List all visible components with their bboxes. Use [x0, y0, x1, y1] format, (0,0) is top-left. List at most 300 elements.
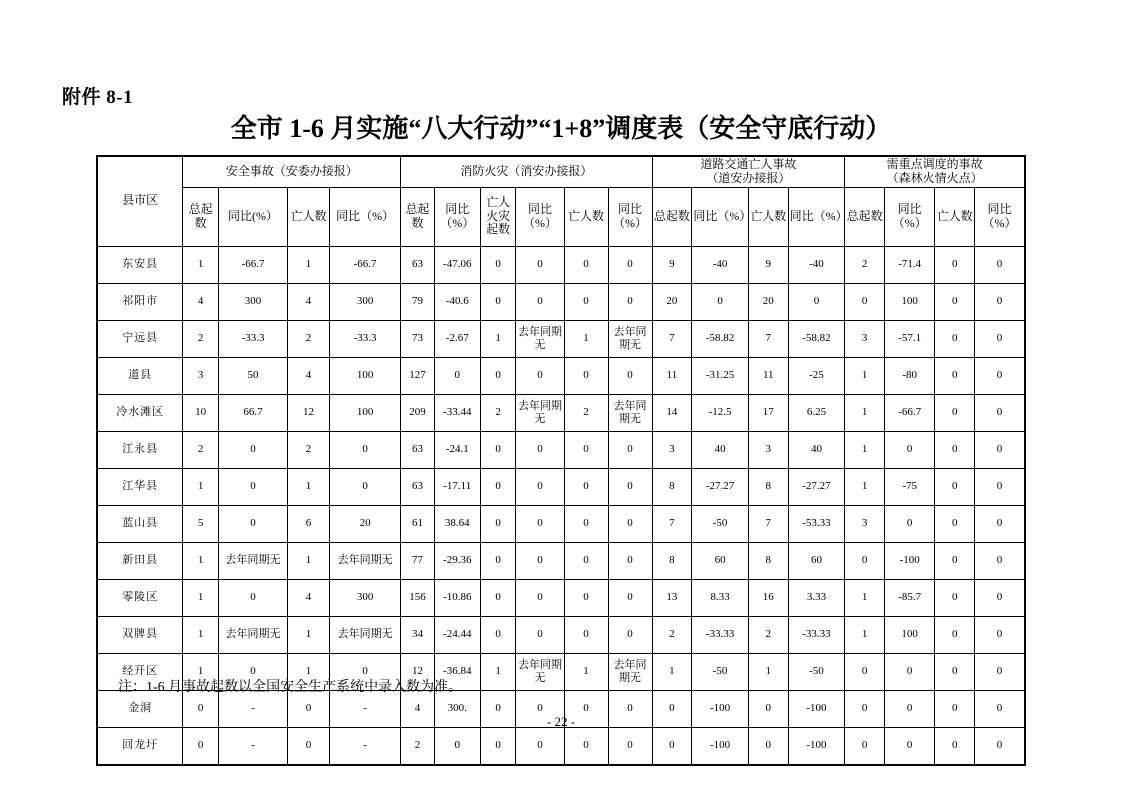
table-cell: 0: [608, 468, 652, 505]
table-cell: 11: [748, 357, 788, 394]
table-cell: -40.6: [434, 283, 480, 320]
page-number: - 22 -: [546, 714, 576, 729]
table-cell: -66.7: [885, 394, 935, 431]
table-cell: 0: [608, 690, 652, 727]
table-cell: 0: [608, 246, 652, 283]
table-row: [97, 468, 1025, 505]
table-cell: 50: [218, 357, 287, 394]
table-cell: 40: [692, 431, 749, 468]
table-cell: 0: [748, 690, 788, 727]
table-cell: 0: [608, 431, 652, 468]
table-cell: 0: [885, 431, 935, 468]
table-cell: 1: [564, 320, 608, 357]
table-cell: 0: [748, 727, 788, 765]
table-cell: 127: [401, 357, 435, 394]
table-cell: 38.64: [434, 505, 480, 542]
table-cell: 去年同期无: [329, 542, 400, 579]
row-county-name: 经开区: [97, 653, 183, 690]
row-county-name: 江华县: [97, 468, 183, 505]
sub-header-14: 总起数: [845, 187, 885, 246]
table-cell: 1: [845, 616, 885, 653]
table-cell: 0: [608, 542, 652, 579]
table-cell: 100: [329, 357, 400, 394]
table-cell: 0: [845, 690, 885, 727]
table-cell: 去年同期无: [329, 616, 400, 653]
table-cell: 0: [935, 579, 975, 616]
table-cell: 0: [480, 727, 516, 765]
table-cell: 100: [329, 394, 400, 431]
row-county-name: 冷水滩区: [97, 394, 183, 431]
table-cell: 去年同期无: [608, 653, 652, 690]
table-cell: 0: [885, 505, 935, 542]
table-cell: 0: [183, 690, 219, 727]
table-cell: 300: [329, 579, 400, 616]
table-cell: 16: [748, 579, 788, 616]
table-cell: 0: [935, 246, 975, 283]
table-cell: 去年同期无: [516, 653, 564, 690]
table-cell: 156: [401, 579, 435, 616]
table-cell: 1: [748, 653, 788, 690]
table-cell: -100: [788, 727, 845, 765]
table-cell: 1: [564, 653, 608, 690]
table-cell: 60: [692, 542, 749, 579]
table-cell: 3: [183, 357, 219, 394]
table-cell: 0: [329, 653, 400, 690]
table-cell: -12.5: [692, 394, 749, 431]
table-cell: 0: [516, 579, 564, 616]
table-cell: 2: [652, 616, 692, 653]
table-cell: 0: [480, 579, 516, 616]
sub-header-5: 同比（%）: [434, 187, 480, 246]
table-cell: -27.27: [692, 468, 749, 505]
table-cell: 10: [183, 394, 219, 431]
table-cell: 1: [845, 431, 885, 468]
table-cell: 0: [516, 616, 564, 653]
sub-header-4: 总起数: [401, 187, 435, 246]
table-cell: 0: [845, 727, 885, 765]
table-cell: 40: [788, 431, 845, 468]
table-cell: 12: [401, 653, 435, 690]
table-cell: -100: [692, 690, 749, 727]
table-cell: 0: [935, 394, 975, 431]
table-cell: 1: [183, 542, 219, 579]
table-cell: 2: [401, 727, 435, 765]
table-cell: 1: [288, 542, 330, 579]
table-cell: 2: [748, 616, 788, 653]
table-cell: -10.86: [434, 579, 480, 616]
table-cell: 0: [434, 727, 480, 765]
group-header-safety: 安全事故（安委办接报）: [183, 156, 401, 187]
sub-header-9: 同比（%）: [608, 187, 652, 246]
table-cell: -: [329, 690, 400, 727]
sub-header-15: 同比（%）: [885, 187, 935, 246]
table-cell: 0: [564, 542, 608, 579]
table-cell: -24.1: [434, 431, 480, 468]
table-cell: 0: [564, 690, 608, 727]
table-cell: 0: [480, 505, 516, 542]
table-cell: 0: [218, 505, 287, 542]
table-cell: 0: [516, 505, 564, 542]
table-row: [97, 505, 1025, 542]
table-cell: 0: [885, 653, 935, 690]
table-cell: 0: [935, 616, 975, 653]
table-cell: -66.7: [218, 246, 287, 283]
table-cell: -71.4: [885, 246, 935, 283]
sub-header-12: 亡人数: [748, 187, 788, 246]
table-cell: 0: [329, 468, 400, 505]
table-cell: -53.33: [788, 505, 845, 542]
table-cell: 0: [975, 246, 1025, 283]
table-cell: -27.27: [788, 468, 845, 505]
table-cell: 0: [288, 690, 330, 727]
table-cell: 13: [652, 579, 692, 616]
table-cell: -47.06: [434, 246, 480, 283]
table-cell: 9: [748, 246, 788, 283]
table-cell: -2.67: [434, 320, 480, 357]
table-cell: 2: [288, 431, 330, 468]
table-cell: 0: [975, 542, 1025, 579]
table-cell: 0: [480, 468, 516, 505]
table-cell: 20: [329, 505, 400, 542]
table-cell: 0: [935, 690, 975, 727]
table-cell: -29.36: [434, 542, 480, 579]
table-cell: -: [218, 690, 287, 727]
table-cell: 0: [608, 283, 652, 320]
table-cell: 0: [975, 283, 1025, 320]
sub-header-3: 同比（%）: [329, 187, 400, 246]
table-cell: 0: [975, 357, 1025, 394]
table-cell: -33.3: [329, 320, 400, 357]
table-cell: 11: [652, 357, 692, 394]
table-cell: 1: [183, 246, 219, 283]
table-cell: 0: [935, 283, 975, 320]
table-cell: 0: [564, 468, 608, 505]
table-cell: 0: [329, 431, 400, 468]
table-cell: 0: [935, 653, 975, 690]
table-cell: -: [329, 727, 400, 765]
column-header-county: 县市区: [97, 156, 183, 246]
table-cell: 0: [975, 468, 1025, 505]
table-cell: 1: [845, 394, 885, 431]
table-cell: 0: [288, 727, 330, 765]
row-county-name: 宁远县: [97, 320, 183, 357]
sub-header-row: [97, 187, 1025, 246]
table-cell: -33.33: [788, 616, 845, 653]
table-cell: -36.84: [434, 653, 480, 690]
table-cell: 0: [516, 542, 564, 579]
table-cell: 0: [975, 616, 1025, 653]
table-cell: 0: [480, 357, 516, 394]
table-cell: 0: [218, 579, 287, 616]
table-cell: 0: [608, 727, 652, 765]
table-cell: 0: [218, 468, 287, 505]
table-row: [97, 616, 1025, 653]
table-cell: 去年同期无: [218, 542, 287, 579]
table-cell: 3.33: [788, 579, 845, 616]
table-cell: 1: [288, 468, 330, 505]
schedule-table-wrapper: [96, 155, 1026, 766]
table-cell: 0: [608, 357, 652, 394]
table-row: [97, 542, 1025, 579]
table-cell: 0: [480, 283, 516, 320]
table-cell: 17: [748, 394, 788, 431]
table-cell: 3: [748, 431, 788, 468]
table-cell: 去年同期无: [608, 320, 652, 357]
table-cell: 0: [975, 431, 1025, 468]
table-cell: 0: [480, 616, 516, 653]
table-cell: 0: [218, 653, 287, 690]
table-cell: 0: [516, 283, 564, 320]
table-row: [97, 431, 1025, 468]
table-cell: 4: [401, 690, 435, 727]
table-cell: 20: [748, 283, 788, 320]
table-cell: -33.3: [218, 320, 287, 357]
table-cell: 3: [845, 505, 885, 542]
table-cell: 0: [935, 468, 975, 505]
table-cell: 去年同期无: [218, 616, 287, 653]
table-cell: 4: [288, 357, 330, 394]
table-cell: 0: [935, 727, 975, 765]
table-cell: 7: [748, 320, 788, 357]
table-cell: 61: [401, 505, 435, 542]
table-row: [97, 394, 1025, 431]
table-cell: 9: [652, 246, 692, 283]
table-cell: 34: [401, 616, 435, 653]
table-cell: 去年同期无: [516, 320, 564, 357]
table-cell: -66.7: [329, 246, 400, 283]
table-cell: 79: [401, 283, 435, 320]
table-cell: 0: [975, 727, 1025, 765]
table-cell: 100: [885, 616, 935, 653]
table-head: [97, 156, 1025, 246]
sub-header-6: 亡人火灾起数: [480, 187, 516, 246]
table-cell: -40: [788, 246, 845, 283]
row-county-name: 金洞: [97, 690, 183, 727]
table-cell: -50: [692, 505, 749, 542]
group-header-traffic-line2: （道安办接报）: [706, 170, 791, 185]
table-cell: 4: [183, 283, 219, 320]
row-county-name: 新田县: [97, 542, 183, 579]
table-cell: 63: [401, 431, 435, 468]
row-county-name: 祁阳市: [97, 283, 183, 320]
table-cell: 1: [288, 653, 330, 690]
table-cell: 8: [652, 542, 692, 579]
table-cell: 0: [975, 394, 1025, 431]
table-cell: 0: [608, 579, 652, 616]
table-cell: 0: [608, 505, 652, 542]
attachment-label: 附件 8-1: [62, 87, 134, 108]
table-cell: 0: [975, 320, 1025, 357]
sub-header-16: 亡人数: [935, 187, 975, 246]
table-cell: 77: [401, 542, 435, 579]
table-cell: 0: [652, 727, 692, 765]
table-cell: 0: [516, 468, 564, 505]
table-cell: 3: [652, 431, 692, 468]
table-cell: 2: [183, 431, 219, 468]
table-cell: 6: [288, 505, 330, 542]
table-cell: 60: [788, 542, 845, 579]
table-cell: -31.25: [692, 357, 749, 394]
table-cell: 0: [434, 357, 480, 394]
table-row: [97, 579, 1025, 616]
table-cell: -33.33: [692, 616, 749, 653]
row-county-name: 双牌县: [97, 616, 183, 653]
sub-header-8: 亡人数: [564, 187, 608, 246]
table-cell: 0: [516, 357, 564, 394]
group-header-traffic: [652, 156, 845, 187]
table-cell: 63: [401, 246, 435, 283]
table-cell: 去年同期无: [516, 394, 564, 431]
table-cell: 0: [935, 505, 975, 542]
table-cell: -: [218, 727, 287, 765]
sub-header-7: 同比（%）: [516, 187, 564, 246]
row-county-name: 东安县: [97, 246, 183, 283]
table-cell: 2: [288, 320, 330, 357]
table-cell: -50: [692, 653, 749, 690]
table-cell: -100: [885, 542, 935, 579]
group-header-forest: [845, 156, 1025, 187]
table-cell: -58.82: [692, 320, 749, 357]
table-cell: 0: [885, 727, 935, 765]
table-cell: 去年同期无: [608, 394, 652, 431]
table-cell: 0: [845, 653, 885, 690]
table-cell: 0: [975, 579, 1025, 616]
table-cell: 0: [692, 283, 749, 320]
table-cell: 2: [183, 320, 219, 357]
group-header-row: [97, 156, 1025, 187]
table-cell: 2: [480, 394, 516, 431]
table-cell: 209: [401, 394, 435, 431]
table-cell: 0: [564, 505, 608, 542]
table-cell: 66.7: [218, 394, 287, 431]
table-cell: 0: [845, 542, 885, 579]
sub-header-13: 同比（%）: [788, 187, 845, 246]
table-cell: 300: [329, 283, 400, 320]
table-cell: -100: [692, 727, 749, 765]
table-cell: -75: [885, 468, 935, 505]
table-row: [97, 727, 1025, 765]
table-cell: 0: [564, 246, 608, 283]
table-cell: 1: [183, 468, 219, 505]
table-cell: 3: [845, 320, 885, 357]
table-cell: 1: [183, 616, 219, 653]
sub-header-2: 亡人数: [288, 187, 330, 246]
table-cell: 0: [564, 283, 608, 320]
table-cell: 0: [975, 690, 1025, 727]
group-header-forest-line2: （森林火情火点）: [886, 170, 983, 185]
table-cell: 0: [480, 246, 516, 283]
table-row: [97, 246, 1025, 283]
group-header-fire: 消防火灾（消安办接报）: [401, 156, 652, 187]
table-cell: 4: [288, 579, 330, 616]
table-cell: -40: [692, 246, 749, 283]
table-cell: 0: [935, 431, 975, 468]
table-cell: 0: [516, 431, 564, 468]
group-header-forest-line1: 需重点调度的事故: [886, 157, 983, 171]
table-cell: 0: [564, 579, 608, 616]
table-cell: -100: [788, 690, 845, 727]
table-note: 注：1-6 月事故起数以全国安全生产系统中录入数为准。: [118, 680, 463, 695]
table-cell: 63: [401, 468, 435, 505]
table-cell: 2: [564, 394, 608, 431]
table-cell: 1: [288, 246, 330, 283]
row-county-name: 蓝山县: [97, 505, 183, 542]
sub-header-17: 同比（%）: [975, 187, 1025, 246]
row-county-name: 回龙圩: [97, 727, 183, 765]
table-cell: 0: [608, 616, 652, 653]
table-cell: 0: [885, 690, 935, 727]
table-cell: 0: [564, 431, 608, 468]
table-cell: 0: [564, 727, 608, 765]
table-cell: 7: [652, 505, 692, 542]
sub-header-0: 总起数: [183, 187, 219, 246]
sub-header-1: 同比(%）: [218, 187, 287, 246]
table-cell: 1: [183, 653, 219, 690]
table-cell: 300.: [434, 690, 480, 727]
sub-header-11: 同比（%）: [692, 187, 749, 246]
table-cell: 1: [480, 320, 516, 357]
row-county-name: 零陵区: [97, 579, 183, 616]
table-cell: 1: [845, 357, 885, 394]
page-title: 全市 1-6 月实施“八大行动”“1+8”调度表（安全守底行动）: [230, 114, 892, 143]
table-cell: 20: [652, 283, 692, 320]
table-cell: 7: [748, 505, 788, 542]
table-cell: -33.44: [434, 394, 480, 431]
table-cell: -80: [885, 357, 935, 394]
table-cell: 1: [845, 579, 885, 616]
table-row: [97, 320, 1025, 357]
table-cell: 5: [183, 505, 219, 542]
group-header-traffic-line1: 道路交通亡人事故: [700, 157, 797, 171]
table-cell: 0: [480, 431, 516, 468]
table-cell: 0: [183, 727, 219, 765]
table-cell: 14: [652, 394, 692, 431]
table-cell: 0: [652, 690, 692, 727]
table-cell: 0: [935, 320, 975, 357]
table-cell: 73: [401, 320, 435, 357]
table-cell: 1: [480, 653, 516, 690]
table-row: [97, 283, 1025, 320]
table-cell: 7: [652, 320, 692, 357]
table-cell: 0: [218, 431, 287, 468]
schedule-table: [96, 155, 1026, 766]
table-cell: 0: [516, 727, 564, 765]
table-cell: -25: [788, 357, 845, 394]
table-cell: 0: [564, 616, 608, 653]
table-cell: 1: [183, 579, 219, 616]
row-county-name: 道县: [97, 357, 183, 394]
table-cell: 0: [975, 505, 1025, 542]
table-cell: 0: [975, 653, 1025, 690]
table-cell: 1: [288, 616, 330, 653]
table-cell: 6.25: [788, 394, 845, 431]
table-cell: -57.1: [885, 320, 935, 357]
table-cell: 0: [516, 246, 564, 283]
table-row: [97, 357, 1025, 394]
table-cell: -50: [788, 653, 845, 690]
table-cell: -58.82: [788, 320, 845, 357]
table-cell: 0: [935, 542, 975, 579]
table-cell: 0: [788, 283, 845, 320]
table-cell: 12: [288, 394, 330, 431]
table-cell: -17.11: [434, 468, 480, 505]
table-cell: 2: [845, 246, 885, 283]
table-cell: 0: [564, 357, 608, 394]
table-cell: 0: [480, 542, 516, 579]
sub-header-10: 总起数: [652, 187, 692, 246]
table-cell: 8: [652, 468, 692, 505]
table-cell: 300: [218, 283, 287, 320]
